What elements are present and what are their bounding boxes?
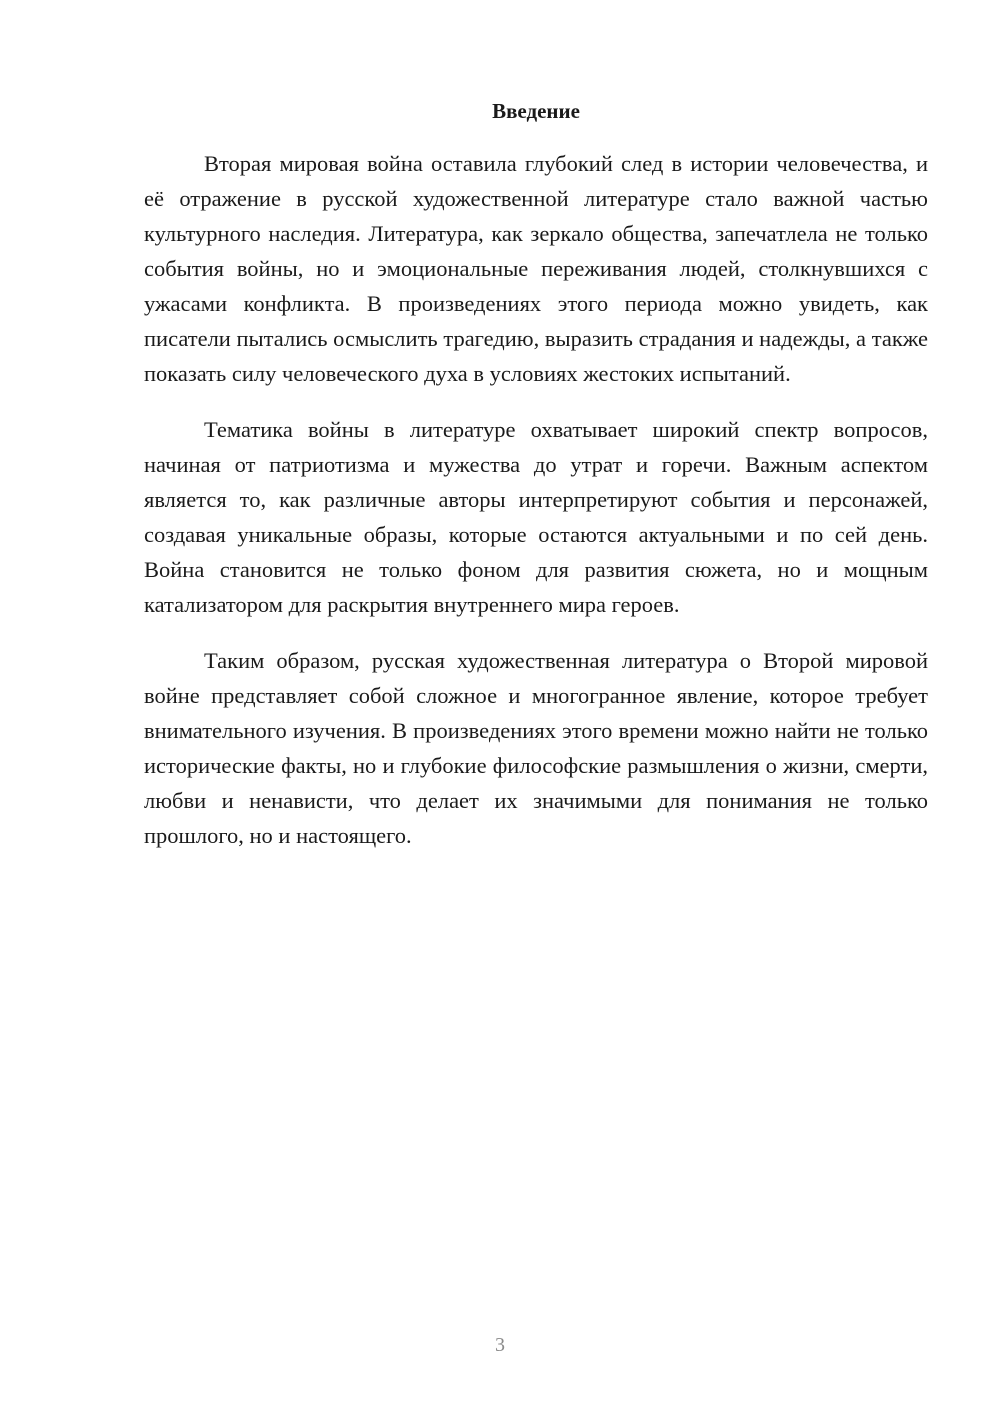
page-content [144, 98, 928, 874]
paragraph-1: Вторая мировая война оставила глубокий след в истории человечества, и её отражение в русской художественной литературе стало важной частью культурного наследия. Литература, как зеркало общества, запечатлела не только события войны, но и эмоциональные переживания людей, столкнувшихся с ужасами конфликта. В произведениях этого периода можно увидеть, как писатели пытались осмыслить трагедию, выразить страдания и надежды, а также показать силу человеческого духа в условиях жестоких испытаний. [144, 151, 928, 386]
paragraph-3: Таким образом, русская художественная литература о Второй мировой войне представляет собой сложное и многогранное явление, которое требует внимательного изучения. В произведениях этого времени можно найти не только исторические факты, но и глубокие философские размышления о жизни, смерти, любви и ненависти, что делает их значимыми для понимания не только прошлого, но и настоящего. [144, 648, 928, 848]
section-title: Введение [492, 99, 580, 123]
page-number: 3 [495, 1334, 505, 1356]
paragraph-2: Тематика войны в литературе охватывает широкий спектр вопросов, начиная от патриотизма и мужества до утрат и горечи. Важным аспектом является то, как различные авторы интерпретируют события и персонажей, создавая уникальные образы, которые остаются актуальными и по сей день. Война становится не только фоном для развития сюжета, но и мощным катализатором для раскрытия внутреннего мира героев. [144, 417, 928, 617]
